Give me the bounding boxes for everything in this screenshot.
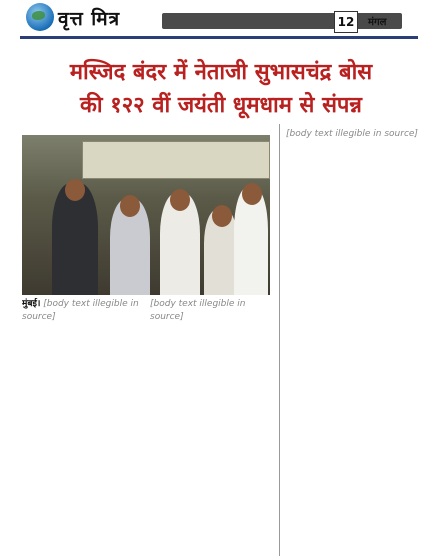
day-label: मंगल bbox=[368, 17, 387, 28]
masthead-rule bbox=[20, 36, 418, 39]
stage-banner bbox=[82, 141, 270, 179]
body-text-placeholder: [body text illegible in source] bbox=[22, 299, 139, 322]
headline-line-1: मस्जिद बंदर में नेताजी सुभासचंद्र बोस bbox=[69, 59, 373, 85]
paper-name: वृत्त मित्र bbox=[58, 8, 121, 30]
photo-head bbox=[212, 205, 232, 227]
masthead bbox=[0, 0, 422, 34]
photo-head bbox=[242, 183, 262, 205]
event-photo bbox=[22, 135, 270, 295]
photo-head bbox=[170, 189, 190, 211]
masthead-bar bbox=[162, 13, 402, 29]
body-text-placeholder: [body text illegible in source] bbox=[150, 299, 246, 322]
article-headline bbox=[20, 56, 422, 122]
headline-line-2: की १२२ वीं जयंती धूमधाम से संपन्न bbox=[80, 92, 362, 118]
article-column-middle bbox=[150, 298, 272, 553]
body-text-placeholder: [body text illegible in source] bbox=[286, 129, 418, 139]
page-number: 12 bbox=[334, 11, 358, 33]
column-divider bbox=[279, 124, 280, 556]
photo-head bbox=[65, 179, 85, 201]
article-column-left bbox=[22, 298, 146, 553]
photo-head bbox=[120, 195, 140, 217]
article-column-right bbox=[286, 128, 420, 548]
globe-logo-icon bbox=[26, 3, 54, 31]
dateline: मुंबई। bbox=[22, 299, 41, 309]
